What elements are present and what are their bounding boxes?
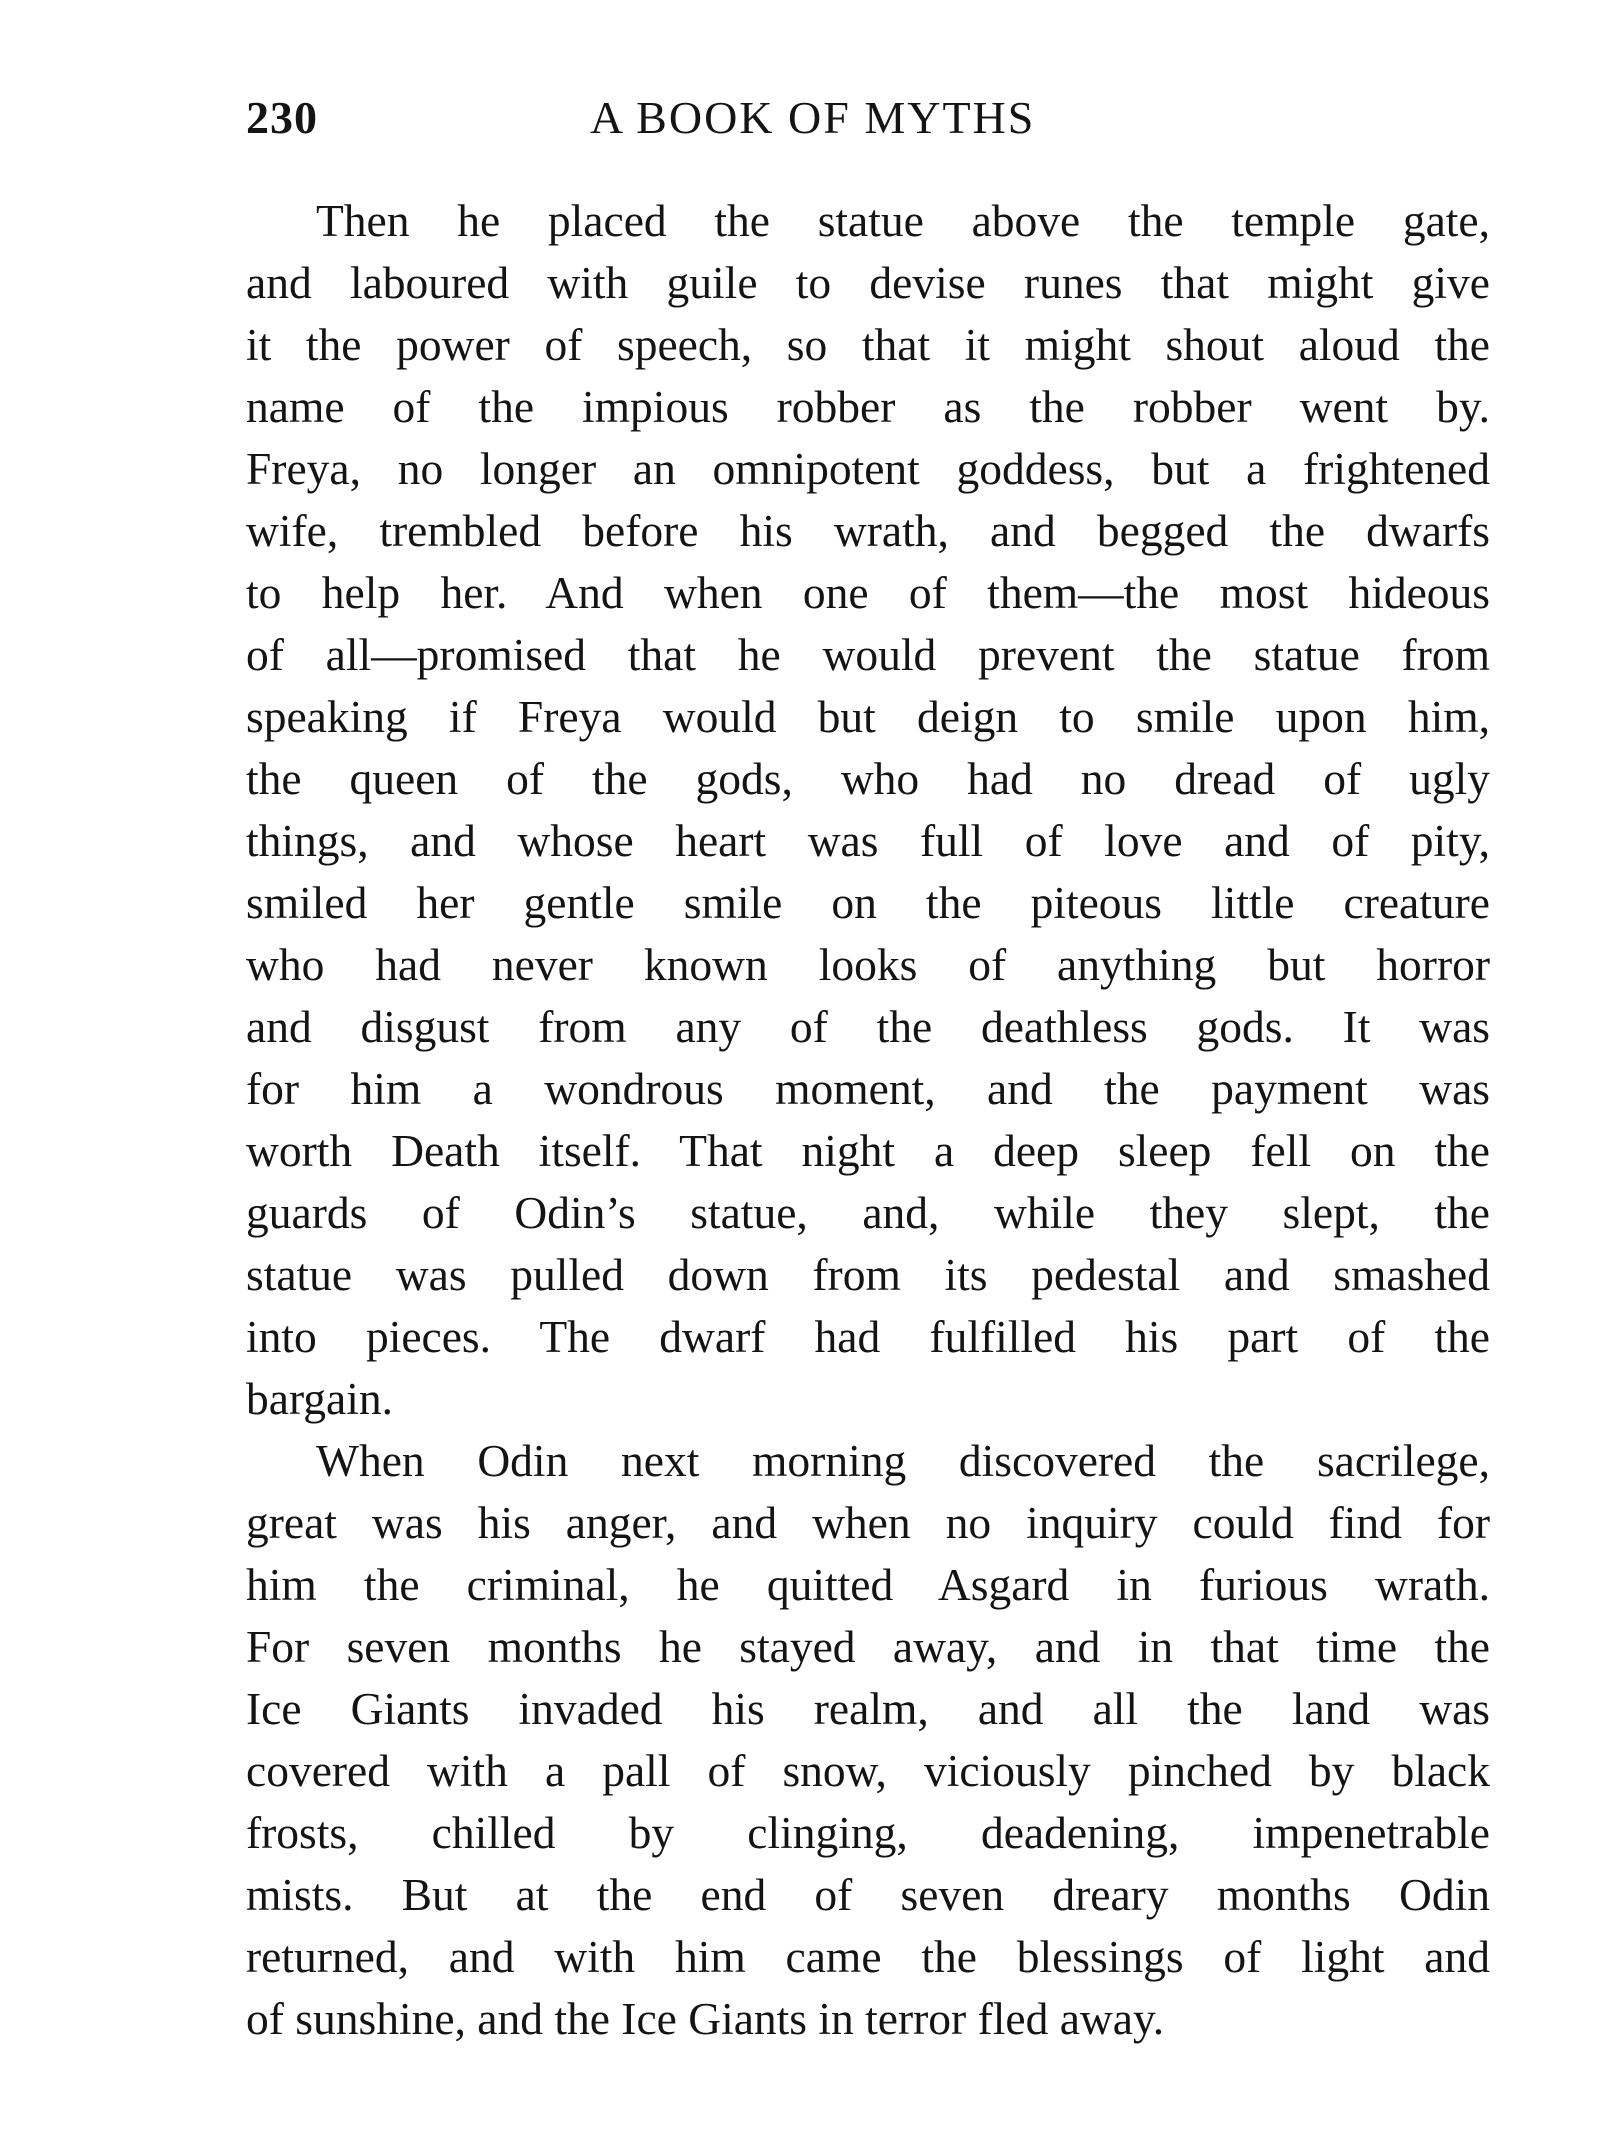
text-line: Then he placed the statue above the temple gate, bbox=[316, 195, 1490, 246]
text-line: to help her. And when one of them—the most hideous bbox=[246, 567, 1490, 618]
text-line: great was his anger, and when no inquiry could find for bbox=[246, 1497, 1490, 1548]
text-line: frosts, chilled by clinging, deadening, impenetrable bbox=[246, 1807, 1490, 1858]
page-number: 230 bbox=[246, 92, 318, 143]
text-line: statue was pulled down from its pedestal and smashed bbox=[246, 1249, 1490, 1300]
text-line: name of the impious robber as the robber went by. bbox=[246, 381, 1490, 432]
text-line: returned, and with him came the blessings of light and bbox=[246, 1931, 1490, 1982]
text-line: things, and whose heart was full of love and of pity, bbox=[246, 815, 1490, 866]
text-line: Ice Giants invaded his realm, and all the land was bbox=[246, 1683, 1490, 1734]
text-line: When Odin next morning discovered the sacrilege, bbox=[316, 1435, 1490, 1486]
text-line: of all—promised that he would prevent the statue from bbox=[246, 629, 1490, 680]
text-line: Freya, no longer an omnipotent goddess, but a frightened bbox=[246, 443, 1490, 494]
text-line: smiled her gentle smile on the piteous little creature bbox=[246, 877, 1490, 928]
paragraph-2 bbox=[246, 1430, 1490, 2050]
text-line: guards of Odin’s statue, and, while they slept, the bbox=[246, 1187, 1490, 1238]
body-text bbox=[246, 190, 1490, 2050]
text-line: him the criminal, he quitted Asgard in furious wrath. bbox=[246, 1559, 1490, 1610]
text-line: of sunshine, and the Ice Giants in terror fled away. bbox=[246, 1993, 1165, 2044]
text-line: for him a wondrous moment, and the payment was bbox=[246, 1063, 1490, 1114]
text-line: mists. But at the end of seven dreary months Odin bbox=[246, 1869, 1490, 1920]
text-line: wife, trembled before his wrath, and begged the dwarfs bbox=[246, 505, 1490, 556]
text-line: it the power of speech, so that it might shout aloud the bbox=[246, 319, 1490, 370]
text-line: and disgust from any of the deathless gods. It was bbox=[246, 1001, 1490, 1052]
text-line: and laboured with guile to devise runes that might give bbox=[246, 257, 1490, 308]
text-line: For seven months he stayed away, and in that time the bbox=[246, 1621, 1490, 1672]
text-line: covered with a pall of snow, viciously pinched by black bbox=[246, 1745, 1490, 1796]
text-line: who had never known looks of anything but horror bbox=[246, 939, 1490, 990]
text-line: the queen of the gods, who had no dread of ugly bbox=[246, 753, 1490, 804]
text-line: bargain. bbox=[246, 1373, 393, 1424]
page-header bbox=[246, 88, 1490, 148]
paragraph-1 bbox=[246, 190, 1490, 1430]
running-title: A BOOK OF MYTHS bbox=[590, 92, 1036, 143]
text-line: into pieces. The dwarf had fulfilled his part of the bbox=[246, 1311, 1490, 1362]
text-line: worth Death itself. That night a deep sleep fell on the bbox=[246, 1125, 1490, 1176]
text-line: speaking if Freya would but deign to smile upon him, bbox=[246, 691, 1490, 742]
